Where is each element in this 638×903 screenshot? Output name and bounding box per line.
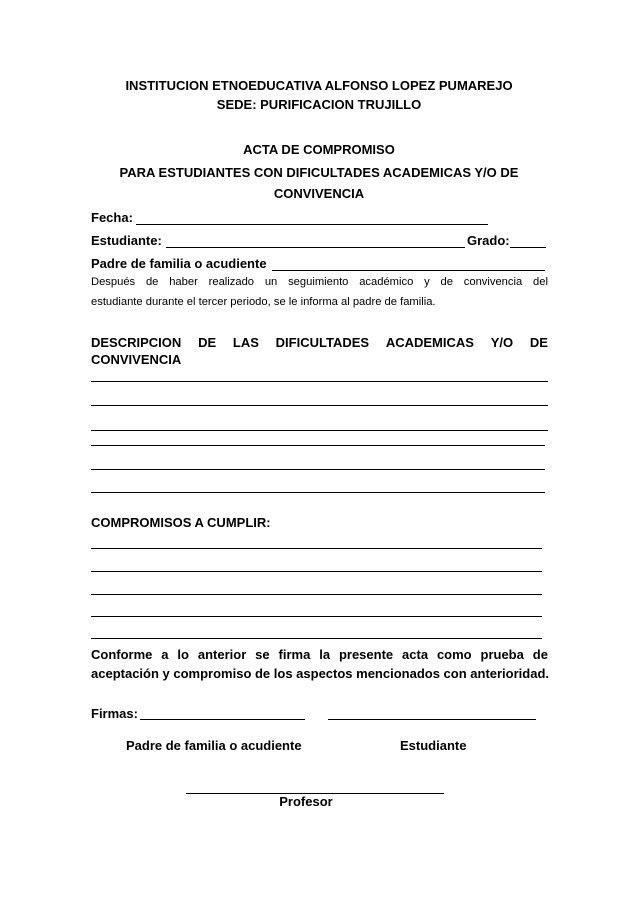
heading-word: Y/O (490, 335, 514, 350)
heading-word: DE (529, 335, 548, 350)
estudiante-label: Estudiante: (91, 233, 162, 248)
intro-word: académico (359, 276, 414, 288)
heading-word: LAS (232, 335, 259, 350)
conforme-word: anterior (197, 647, 247, 662)
heading-word: DE (198, 335, 217, 350)
fecha-label: Fecha: (91, 210, 133, 225)
profesor-signature-label: Profesor (279, 794, 333, 809)
commitment-line[interactable] (91, 638, 542, 639)
heading-word: ACADEMICAS (385, 335, 474, 350)
estudiante-field[interactable] (166, 247, 465, 248)
conforme-word: acta (402, 647, 429, 662)
difficulty-line[interactable] (91, 445, 545, 446)
padre-signature-line[interactable] (140, 719, 305, 720)
heading-word: DESCRIPCION (91, 335, 182, 350)
intro-word: seguimiento (288, 276, 349, 288)
conforme-word: de (532, 647, 548, 662)
intro-line1 (91, 276, 548, 288)
commitment-line[interactable] (91, 616, 542, 617)
intro-word: convivencia (463, 276, 523, 288)
grado-field[interactable] (510, 247, 546, 248)
acta-subtitle-line2: CONVIVENCIA (273, 186, 365, 201)
difficulty-line[interactable] (91, 492, 545, 493)
estudiante-signature-label: Estudiante (400, 738, 467, 753)
institution-name: INSTITUCION ETNOEDUCATIVA ALFONSO LOPEZ PUMAREJO (125, 78, 513, 93)
intro-word: un (264, 276, 278, 288)
conforme-word: la (319, 647, 331, 662)
padre-signature-label: Padre de familia o acudiente (126, 738, 302, 753)
intro-word: del (533, 276, 548, 288)
difficulties-heading-line1 (91, 335, 548, 350)
intro-word: haber (169, 276, 198, 288)
heading-word: DIFICULTADES (275, 335, 370, 350)
padre-label: Padre de familia o acudiente (91, 256, 267, 271)
fecha-field[interactable] (136, 224, 488, 225)
commitment-line[interactable] (91, 571, 542, 572)
acta-title: ACTA DE COMPROMISO (243, 142, 395, 157)
difficulty-line[interactable] (91, 430, 548, 431)
conforme-word: Conforme (91, 647, 153, 662)
sede-name: SEDE: PURIFICACION TRUJILLO (216, 97, 422, 112)
conforme-word: como (436, 647, 472, 662)
commitments-heading: COMPROMISOS A CUMPLIR: (91, 515, 271, 530)
intro-word: realizado (208, 276, 255, 288)
conforme-line2: aceptación y compromiso de los aspectos mencionados con anterioridad. (91, 666, 550, 681)
intro-word: de (145, 276, 159, 288)
intro-line2: estudiante durante el tercer periodo, se le informa al padre de familia. (91, 296, 436, 308)
intro-word: de (440, 276, 453, 288)
conforme-word: prueba (480, 647, 524, 662)
difficulty-line[interactable] (91, 405, 548, 406)
intro-word: y (424, 276, 430, 288)
conforme-word: se (255, 647, 270, 662)
commitment-line[interactable] (91, 548, 542, 549)
difficulties-heading-line2: CONVIVENCIA (91, 352, 182, 367)
conforme-word: a (161, 647, 169, 662)
conforme-word: lo (177, 647, 189, 662)
grado-label: Grado: (467, 233, 510, 248)
acta-subtitle-line1: PARA ESTUDIANTES CON DIFICULTADES ACADEMICAS Y/O DE (119, 165, 519, 180)
estudiante-signature-line[interactable] (328, 719, 536, 720)
conforme-word: presente (338, 647, 394, 662)
difficulty-line[interactable] (91, 381, 548, 382)
conforme-word: firma (278, 647, 311, 662)
difficulty-line[interactable] (91, 469, 545, 470)
commitment-line[interactable] (91, 594, 542, 595)
padre-field[interactable] (272, 270, 545, 271)
firmas-label: Firmas: (91, 706, 138, 721)
conforme-line1 (91, 647, 548, 662)
intro-word: Después (91, 276, 136, 288)
